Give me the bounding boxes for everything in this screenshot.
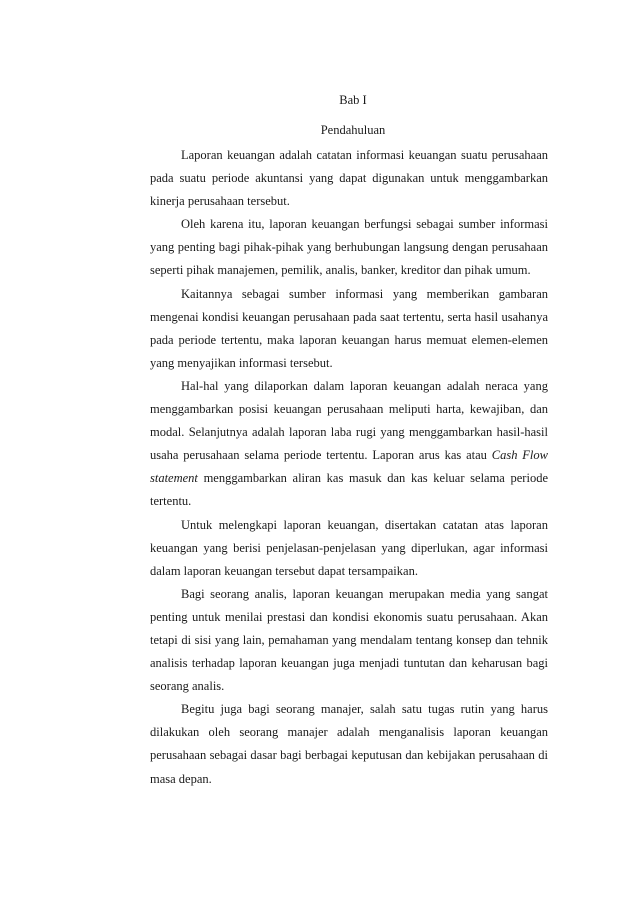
- italic-term: Cash Flow statement: [150, 448, 548, 486]
- paragraph: [150, 375, 548, 514]
- paragraph-text: Hal-hal yang dilaporkan dalam laporan keuangan adalah neraca yang menggambarkan posisi keuangan perusahaan meliputi harta, kewajiban, dan modal. Selanjutnya adalah laporan laba rugi yang menggambarkan hasil-hasil usaha perusahaan selama periode tertentu. Laporan arus kas atau: [150, 378, 548, 463]
- paragraph-text: menggambarkan aliran kas masuk dan kas keluar selama periode tertentu.: [150, 471, 548, 509]
- paragraph: Laporan keuangan adalah catatan informasi keuangan suatu perusahaan pada suatu periode akuntansi yang dapat digunakan untuk menggambarkan kinerja perusahaan tersebut.: [150, 148, 548, 209]
- paragraph: Oleh karena itu, laporan keuangan berfungsi sebagai sumber informasi yang penting bagi pihak-pihak yang berhubungan langsung dengan perusahaan seperti pihak manajemen, pemilik, analis, banker, kreditor dan pihak umum.: [150, 217, 548, 278]
- chapter-title: Pendahuluan: [320, 123, 386, 137]
- chapter-heading: Bab I: [339, 93, 367, 107]
- paragraph: Bagi seorang analis, laporan keuangan merupakan media yang sangat penting untuk menilai prestasi dan kondisi ekonomis suatu perusahaan. Akan tetapi di sisi yang lain, pemahaman yang mendalam tentang konsep dan tehnik analisis terhadap laporan keuangan juga menjadi tuntutan dan keharusan bagi seorang analis.: [150, 586, 548, 694]
- paragraph: Untuk melengkapi laporan keuangan, disertakan catatan atas laporan keuangan yang berisi penjelasan-penjelasan yang diperlukan, agar informasi dalam laporan keuangan tersebut dapat tersampaikan.: [150, 517, 548, 578]
- paragraph: Begitu juga bagi seorang manajer, salah satu tugas rutin yang harus dilakukan oleh seorang manajer adalah menganalisis laporan keuangan perusahaan sebagai dasar bagi berbagai keputusan dan kebijakan perusahaan di masa depan.: [150, 702, 548, 786]
- body-text: [150, 144, 548, 791]
- paragraph: Kaitannya sebagai sumber informasi yang memberikan gambaran mengenai kondisi keuangan perusahaan pada saat tertentu, serta hasil usahanya pada periode tertentu, maka laporan keuangan harus memuat elemen-elemen yang menyajikan informasi tersebut.: [150, 286, 548, 370]
